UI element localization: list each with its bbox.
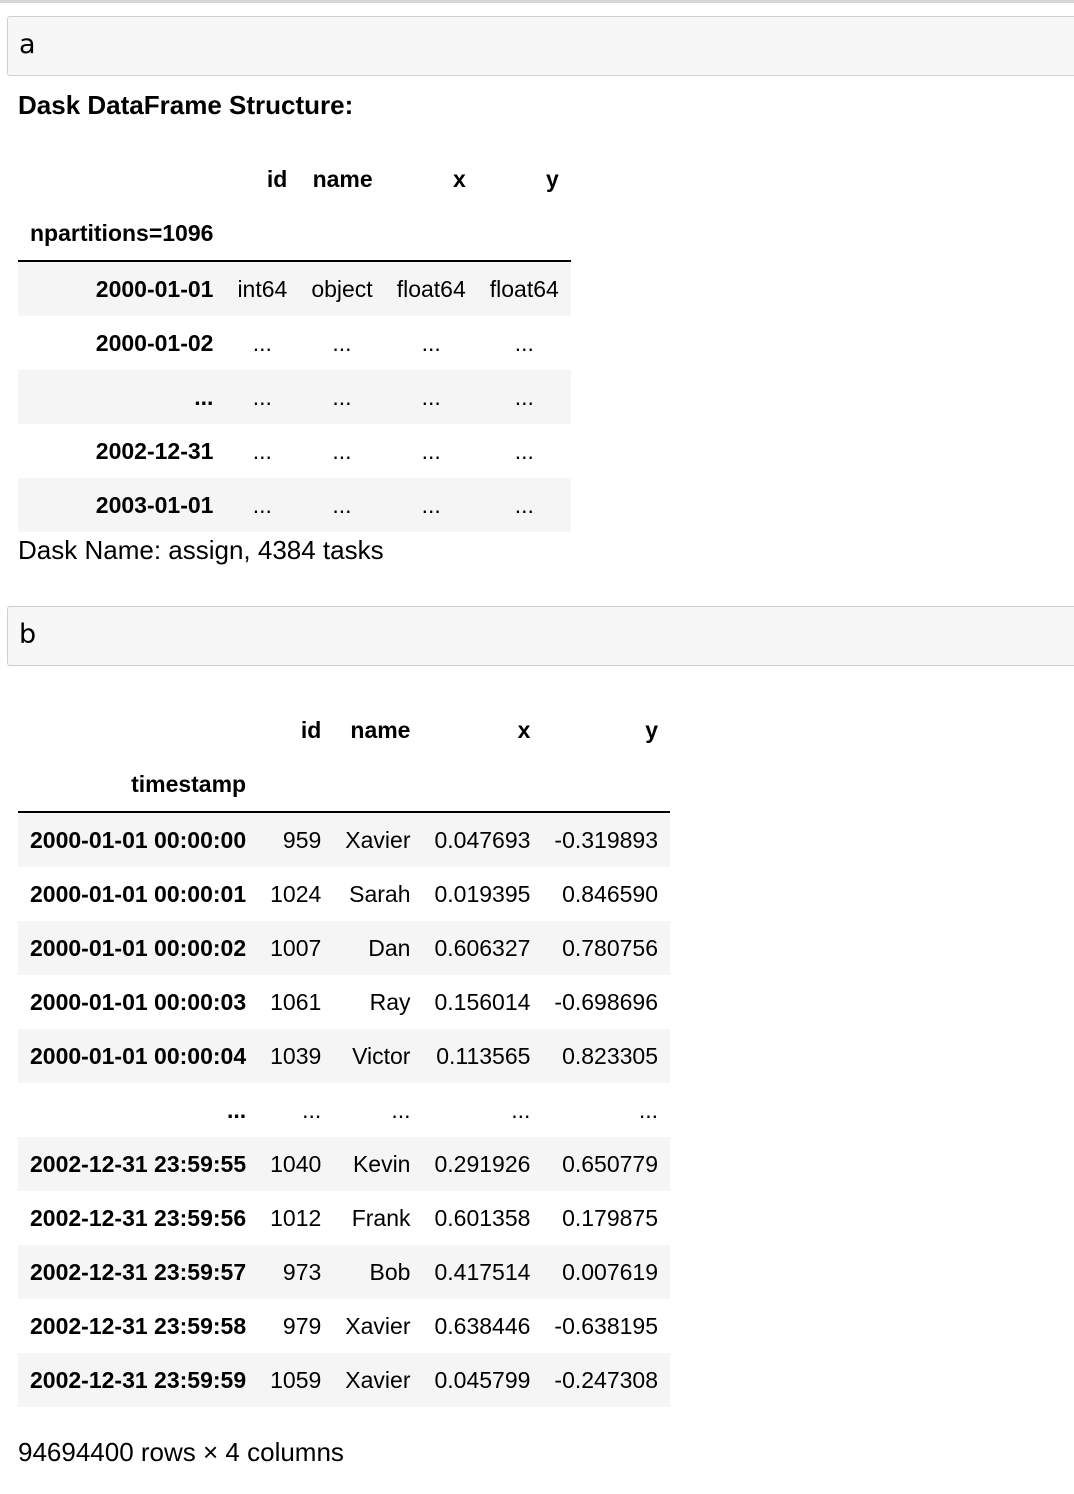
table-cell: ... <box>511 1096 531 1123</box>
table-cell: Xavier <box>345 1366 411 1393</box>
table-cell: ... <box>514 383 534 410</box>
row-index: 2000-01-01 00:00:03 <box>30 988 247 1015</box>
top-divider <box>0 0 1074 3</box>
table-cell: ... <box>421 329 441 356</box>
table-cell: Dan <box>368 934 411 961</box>
code-cell-b[interactable] <box>7 606 1074 666</box>
corner-header <box>18 703 258 757</box>
table-cell: Kevin <box>352 1150 411 1177</box>
table-cell: 973 <box>282 1258 322 1285</box>
table-cell: ... <box>252 491 272 518</box>
table-cell: 1040 <box>270 1150 322 1177</box>
table-cell: Bob <box>369 1258 411 1285</box>
table-cell: 0.823305 <box>562 1042 659 1069</box>
column-header: name <box>350 716 411 743</box>
row-index: 2000-01-02 <box>95 329 214 356</box>
table-cell: 0.019395 <box>434 880 531 907</box>
table-cell: object <box>311 275 373 302</box>
table-cell: 0.650779 <box>562 1150 659 1177</box>
table-cell: 0.291926 <box>434 1150 531 1177</box>
index-header: timestamp <box>18 757 258 812</box>
row-index: 2002-12-31 23:59:55 <box>30 1150 247 1177</box>
table-cell: 0.638446 <box>434 1312 531 1339</box>
column-header: x <box>452 165 466 192</box>
table-cell: 1061 <box>270 988 322 1015</box>
code-cell-a[interactable] <box>7 16 1074 76</box>
table-row <box>18 921 670 975</box>
row-index: 2002-12-31 23:59:57 <box>30 1258 247 1285</box>
table-cell: int64 <box>237 275 288 302</box>
row-index: 2003-01-01 <box>95 491 214 518</box>
table-row <box>18 1191 670 1245</box>
table-cell: ... <box>421 383 441 410</box>
table-row <box>18 867 670 921</box>
table-cell: Victor <box>352 1042 411 1069</box>
row-index: 2000-01-01 00:00:01 <box>30 880 247 907</box>
row-index: 2000-01-01 <box>95 275 214 302</box>
row-index: 2002-12-31 23:59:58 <box>30 1312 247 1339</box>
row-count-footer: 94694400 rows × 4 columns <box>18 1437 344 1467</box>
table-row <box>18 1137 670 1191</box>
column-header: y <box>645 716 659 743</box>
table-cell: ... <box>252 437 272 464</box>
table-row <box>18 424 571 478</box>
corner-header <box>18 152 225 206</box>
table-cell: 0.606327 <box>434 934 531 961</box>
table-row <box>18 1299 670 1353</box>
row-index: 2002-12-31 23:59:56 <box>30 1204 247 1231</box>
table-row <box>18 812 670 867</box>
row-index: ... <box>194 383 214 410</box>
table-cell: 959 <box>282 826 322 853</box>
row-index: 2000-01-01 00:00:00 <box>30 826 247 853</box>
code-cell-b-text: b <box>19 619 37 650</box>
table-cell: 0.417514 <box>434 1258 531 1285</box>
dataframe-table <box>18 703 670 1407</box>
table-cell: ... <box>421 491 441 518</box>
index-header: npartitions=1096 <box>18 206 225 261</box>
table-cell: ... <box>514 491 534 518</box>
table-cell: ... <box>391 1096 411 1123</box>
table-row <box>18 316 571 370</box>
table-row <box>18 1245 670 1299</box>
table-row <box>18 261 571 316</box>
table-cell: ... <box>332 383 352 410</box>
table-cell: Xavier <box>345 1312 411 1339</box>
table-cell: 0.780756 <box>562 934 659 961</box>
table-cell: 0.113565 <box>436 1042 531 1069</box>
table-cell: 1007 <box>270 934 322 961</box>
table-cell: float64 <box>489 275 559 302</box>
table-cell: ... <box>514 437 534 464</box>
table-cell: 0.156014 <box>434 988 531 1015</box>
table-row <box>18 1029 670 1083</box>
table-cell: ... <box>638 1096 659 1123</box>
table-cell: ... <box>252 383 272 410</box>
dask-structure-heading: Dask DataFrame Structure: <box>18 90 354 120</box>
code-cell-a-text: a <box>19 29 36 60</box>
table-cell: 1012 <box>270 1204 322 1231</box>
dask-structure-table <box>18 152 571 532</box>
row-index: 2002-12-31 23:59:59 <box>30 1366 247 1393</box>
column-header: y <box>546 165 559 192</box>
table-row <box>18 1083 670 1137</box>
table-row <box>18 478 571 532</box>
row-index: 2000-01-01 00:00:02 <box>30 934 247 961</box>
table-cell: Sarah <box>349 880 411 907</box>
table-row <box>18 370 571 424</box>
column-header: id <box>300 716 322 743</box>
table-cell: Frank <box>351 1204 411 1231</box>
table-cell: ... <box>332 491 352 518</box>
table-cell: -0.638195 <box>554 1312 659 1339</box>
column-header: x <box>517 716 531 743</box>
column-header: name <box>312 165 373 192</box>
row-index: ... <box>226 1096 247 1123</box>
table-cell: Ray <box>369 988 411 1015</box>
table-cell: ... <box>514 329 534 356</box>
table-cell: ... <box>332 329 352 356</box>
table-cell: float64 <box>396 275 466 302</box>
dask-name-footer: Dask Name: assign, 4384 tasks <box>18 535 384 565</box>
table-cell: 0.601358 <box>434 1204 531 1231</box>
table-cell: 1059 <box>270 1366 322 1393</box>
table-cell: -0.319893 <box>554 826 659 853</box>
table-cell: 0.846590 <box>562 880 659 907</box>
table-cell: 0.045799 <box>434 1366 531 1393</box>
table-cell: ... <box>302 1096 322 1123</box>
table-cell: Xavier <box>345 826 411 853</box>
row-index: 2002-12-31 <box>95 437 214 464</box>
table-cell: 0.047693 <box>434 826 531 853</box>
table-cell: -0.247308 <box>554 1366 659 1393</box>
table-cell: 0.179875 <box>562 1204 659 1231</box>
table-row <box>18 1353 670 1407</box>
row-index: 2000-01-01 00:00:04 <box>30 1042 247 1069</box>
table-cell: 979 <box>282 1312 322 1339</box>
table-cell: 0.007619 <box>562 1258 659 1285</box>
table-cell: ... <box>421 437 441 464</box>
column-header: id <box>266 165 288 192</box>
table-row <box>18 975 670 1029</box>
table-cell: -0.698696 <box>554 988 659 1015</box>
table-cell: 1024 <box>270 880 322 907</box>
table-cell: ... <box>252 329 272 356</box>
table-cell: ... <box>332 437 352 464</box>
table-cell: 1039 <box>270 1042 322 1069</box>
